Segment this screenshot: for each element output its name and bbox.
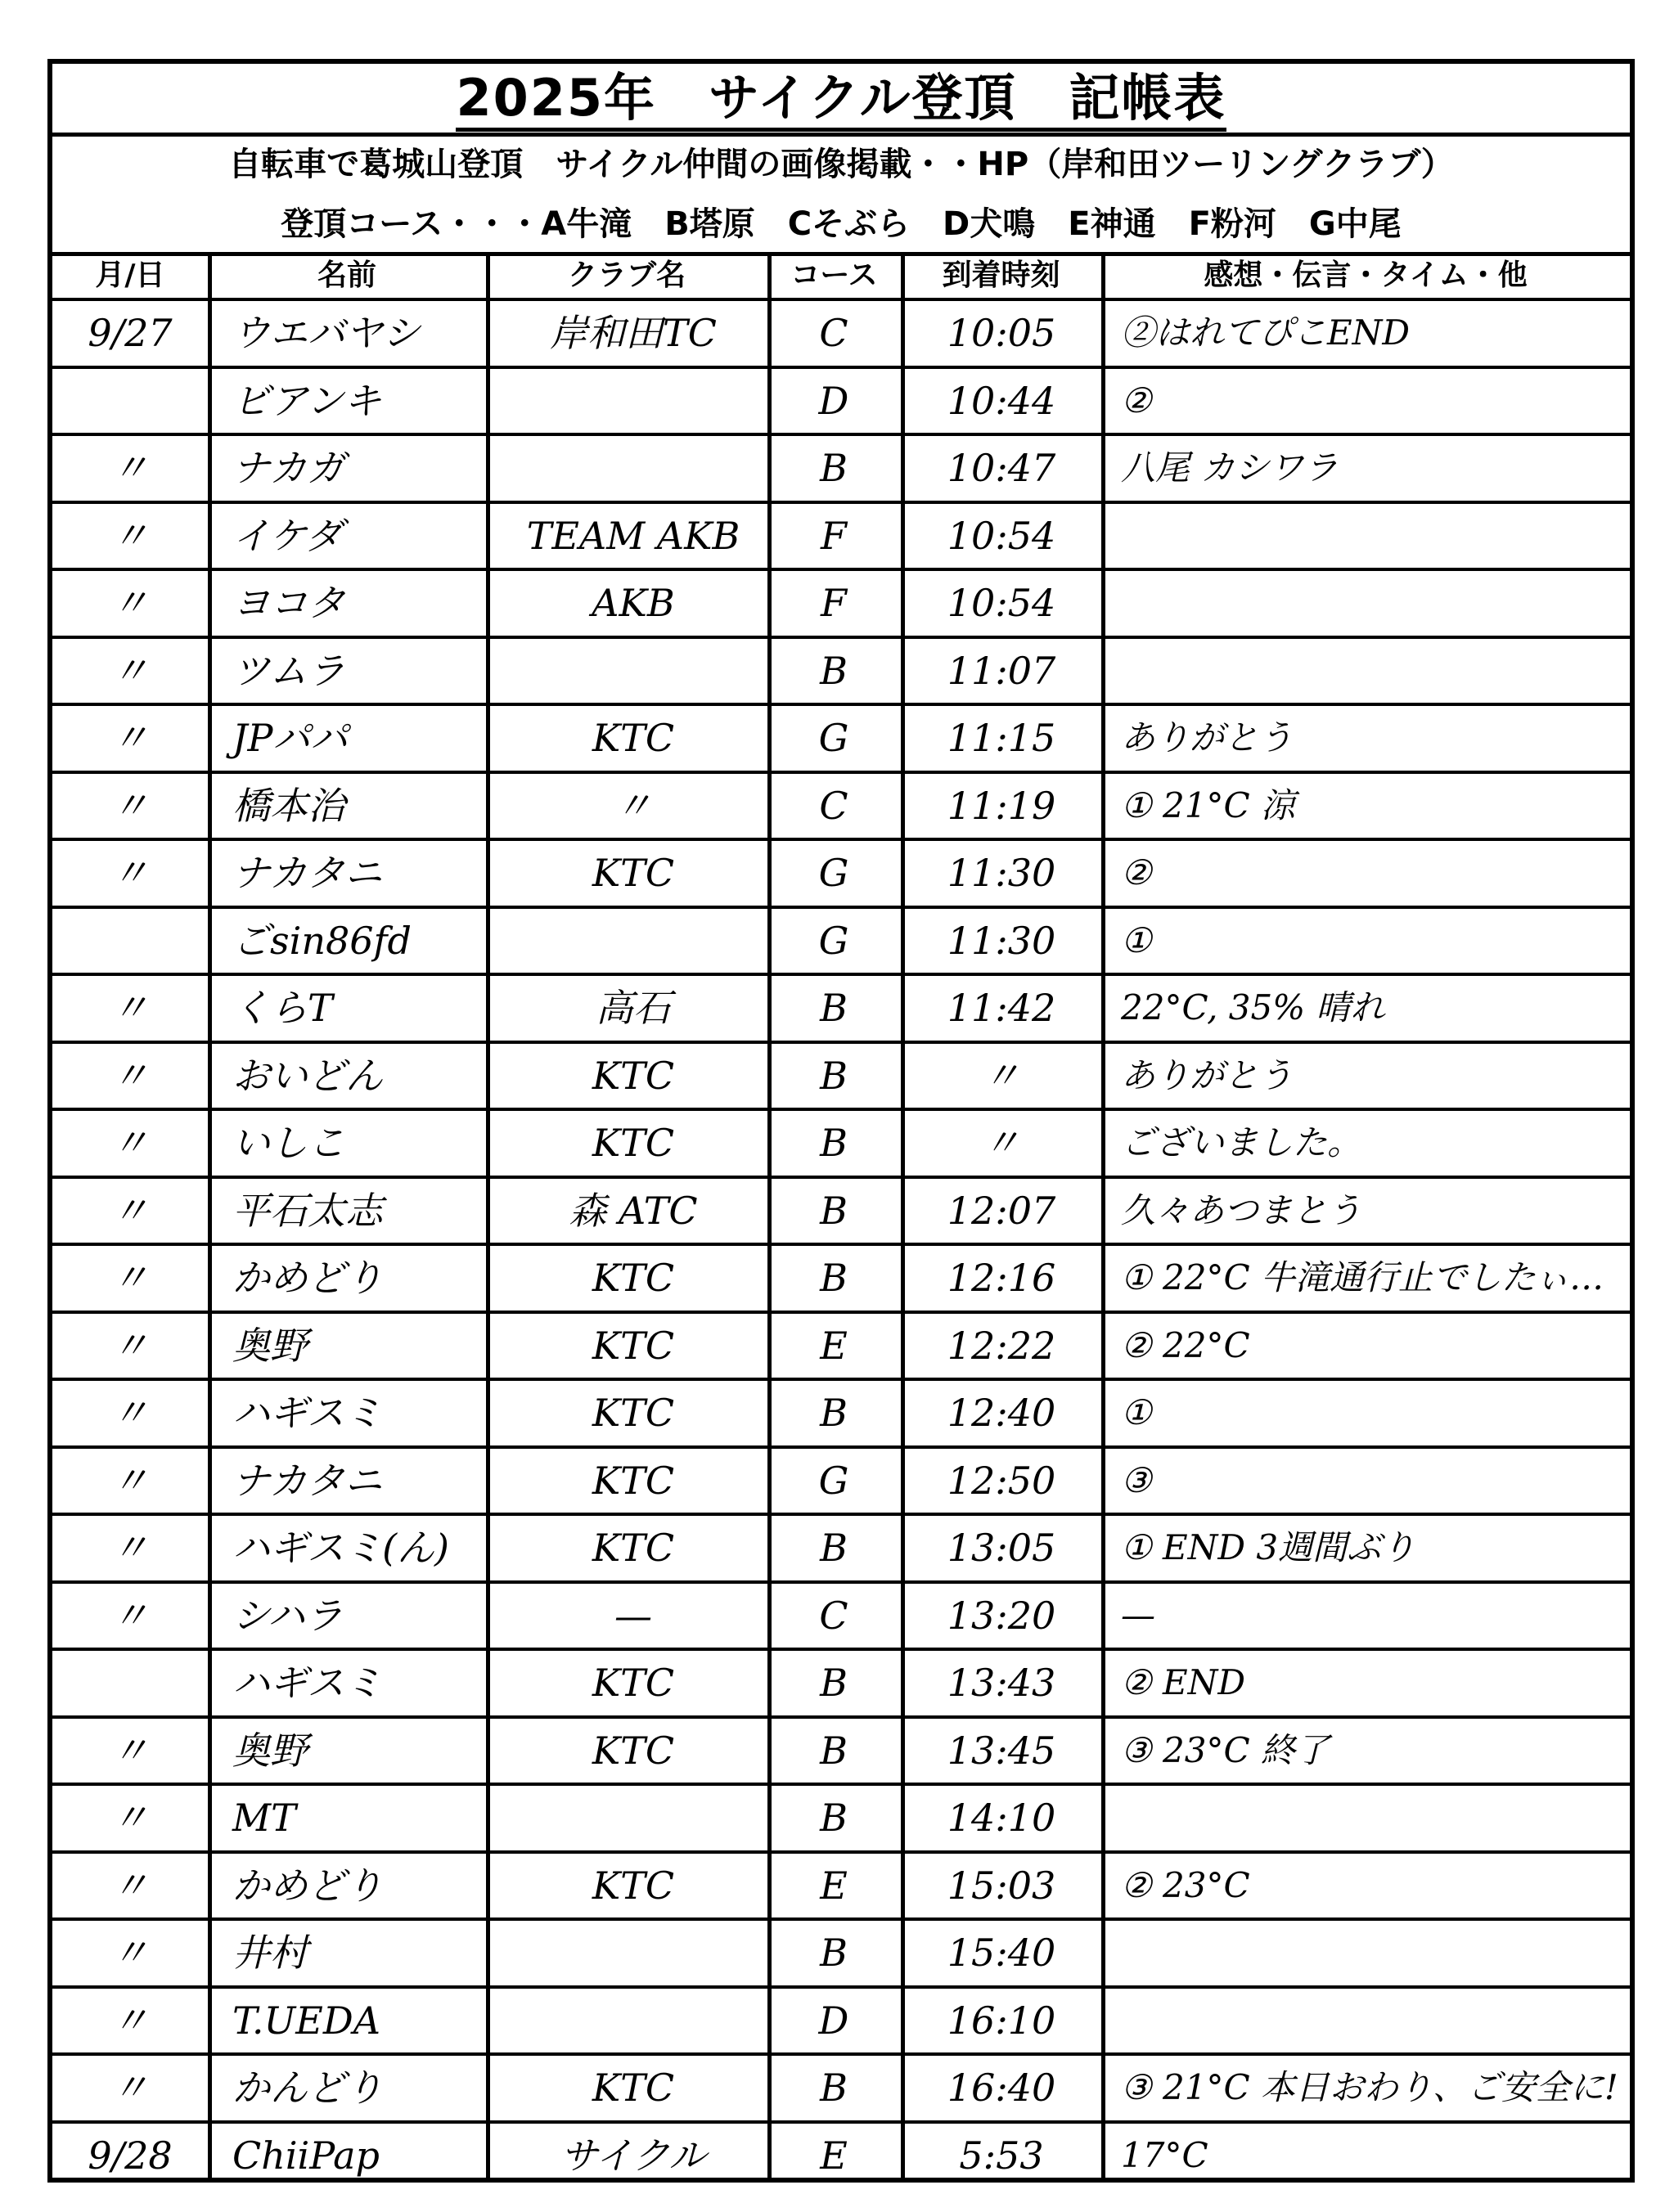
row-club: 高石 — [596, 986, 671, 1030]
row-club: 森 ATC — [569, 1188, 698, 1233]
row-name: ハギスミ — [232, 1391, 383, 1435]
row-note — [1108, 504, 1640, 569]
row-time: 15:03 — [947, 1863, 1056, 1908]
sheet-title: 2025年 サイクル登頂 記帳表 — [52, 64, 1630, 133]
row-course: B — [820, 1053, 848, 1098]
row-course: B — [820, 1526, 848, 1570]
table-row — [52, 771, 1630, 838]
row-note: ① 21°C 涼 — [1121, 785, 1295, 825]
row-note: ① END 3週間ぶり — [1121, 1527, 1416, 1567]
row-date: 9/28 — [88, 2133, 173, 2178]
row-note: 八尾 カシワラ — [1121, 447, 1339, 488]
row-club: KTC — [592, 1863, 675, 1908]
table-row — [52, 1108, 1630, 1176]
table-row — [52, 1311, 1630, 1378]
row-time: 11:30 — [947, 918, 1056, 963]
row-name: 橋本治 — [232, 783, 345, 828]
row-note — [1108, 1989, 1640, 2053]
row-course: E — [820, 1323, 848, 1368]
row-name: JPパパ — [232, 716, 349, 760]
row-time: 15:40 — [947, 1931, 1056, 1975]
row-course: B — [820, 446, 848, 490]
row-name: かめどり — [232, 1256, 383, 1300]
row-club: KTC — [592, 1526, 675, 1570]
row-name: かめどり — [232, 1863, 383, 1908]
table-row — [52, 1445, 1630, 1513]
row-club: KTC — [592, 716, 675, 760]
row-course: B — [820, 1256, 848, 1300]
row-time: 10:47 — [947, 446, 1056, 490]
row-club: KTC — [592, 1121, 675, 1165]
table-row — [52, 1783, 1630, 1850]
row-course: G — [818, 918, 849, 963]
row-time: 10:05 — [947, 311, 1056, 355]
table-row — [52, 1850, 1630, 1918]
table-row — [52, 298, 1630, 366]
row-note: ② 22°C — [1121, 1324, 1250, 1365]
table-header — [52, 254, 1630, 298]
row-note: ② — [1121, 380, 1152, 420]
header-date: 月/日 — [95, 259, 165, 292]
row-course: B — [820, 1796, 848, 1840]
table-row — [52, 1715, 1630, 1783]
row-name: ツムラ — [232, 648, 345, 693]
row-time: 11:07 — [947, 648, 1056, 693]
row-club — [494, 639, 772, 704]
row-course: C — [819, 783, 848, 828]
row-club — [494, 1786, 772, 1850]
row-note: 22°C, 35% 晴れ — [1121, 987, 1385, 1027]
row-note: ございました。 — [1121, 1122, 1362, 1162]
row-date — [61, 909, 200, 973]
row-name: シハラ — [232, 1593, 343, 1638]
row-course: G — [818, 851, 849, 895]
row-date: 〃 — [111, 648, 149, 693]
table-row — [52, 1580, 1630, 1648]
header-note: 感想・伝言・タイム・他 — [1204, 259, 1528, 292]
row-course: B — [820, 1931, 848, 1975]
row-course: B — [820, 1728, 848, 1773]
row-date: 〃 — [111, 1728, 149, 1773]
row-course: B — [820, 1188, 848, 1233]
header-time: 到着時刻 — [942, 259, 1060, 292]
row-date: 〃 — [111, 783, 149, 828]
row-date: 〃 — [111, 1053, 149, 1098]
row-club: 〃 — [614, 783, 652, 828]
row-date: 〃 — [111, 1593, 149, 1638]
row-time: 10:54 — [947, 581, 1056, 625]
log-sheet — [47, 59, 1635, 2183]
sheet-subtitle: 自転車で葛城山登頂 サイクル仲間の画像掲載・・HP（岸和田ツーリングクラブ） — [228, 146, 1454, 183]
table-row — [52, 1513, 1630, 1580]
row-time: 11:19 — [947, 783, 1056, 828]
row-name: ハギスミ(ん) — [232, 1526, 449, 1570]
row-note: ありがとう — [1121, 717, 1294, 758]
row-course: B — [820, 648, 848, 693]
row-note — [1108, 1921, 1640, 1985]
row-club: — — [614, 1593, 652, 1638]
row-time: 12:16 — [947, 1256, 1056, 1300]
table-row — [52, 703, 1630, 771]
row-date: 〃 — [111, 513, 149, 558]
table-row — [52, 906, 1630, 973]
table-row — [52, 973, 1630, 1041]
row-course: G — [818, 716, 849, 760]
row-time: 12:07 — [947, 1188, 1056, 1233]
row-club: KTC — [592, 1661, 675, 1705]
row-note: ② END — [1121, 1662, 1246, 1702]
row-course: B — [820, 2066, 848, 2110]
row-date: 〃 — [111, 986, 149, 1030]
row-date: 〃 — [111, 581, 149, 625]
row-club: KTC — [592, 1323, 675, 1368]
row-name: 奥野 — [232, 1728, 308, 1773]
row-course: D — [818, 1998, 849, 2043]
row-course: E — [820, 2133, 848, 2178]
table-row — [52, 1918, 1630, 1985]
course-legend: 登頂コース・・・A牛滝 B塔原 Cそぶら D犬鳴 E神通 F粉河 G中尾 — [281, 205, 1402, 243]
row-time: 10:54 — [947, 513, 1056, 558]
row-date: 〃 — [111, 1188, 149, 1233]
row-club: サイクル — [560, 2133, 707, 2178]
header-course: コース — [790, 259, 878, 292]
row-name: ナカガ — [232, 446, 345, 490]
row-date: 〃 — [111, 2066, 149, 2110]
row-name: ごsin86fd — [232, 918, 412, 963]
row-time: 12:22 — [947, 1323, 1056, 1368]
row-course: F — [821, 581, 847, 625]
row-name: 奥野 — [232, 1323, 308, 1368]
row-club: AKB — [592, 581, 675, 625]
row-course: E — [820, 1863, 848, 1908]
row-name: ヨコタ — [232, 581, 345, 625]
row-name: かんどり — [232, 2066, 383, 2110]
row-note: ②はれてぴこEND — [1121, 312, 1411, 353]
row-date: 〃 — [111, 716, 149, 760]
row-date: 〃 — [111, 1998, 149, 2043]
header-name: 名前 — [317, 259, 376, 292]
row-date — [61, 1651, 200, 1715]
row-note — [1108, 1786, 1640, 1850]
row-club: KTC — [592, 1391, 675, 1435]
table-row — [52, 1648, 1630, 1715]
row-time: 〃 — [983, 1053, 1020, 1098]
row-club — [494, 1989, 772, 2053]
row-time: 16:40 — [947, 2066, 1056, 2110]
row-club — [494, 1921, 772, 1985]
row-club: 岸和田TC — [550, 311, 717, 355]
row-time: 16:10 — [947, 1998, 1056, 2043]
row-course: B — [820, 986, 848, 1030]
row-course: B — [820, 1391, 848, 1435]
row-club — [494, 436, 772, 501]
row-name: ビアンキ — [232, 378, 382, 423]
table-row — [52, 2052, 1630, 2120]
row-date: 〃 — [111, 1526, 149, 1570]
table-row — [52, 433, 1630, 501]
row-course: C — [819, 1593, 848, 1638]
row-time: 12:50 — [947, 1458, 1056, 1503]
row-time: 11:30 — [947, 851, 1056, 895]
row-date — [61, 369, 200, 434]
row-name: ChiiPap — [232, 2133, 380, 2178]
row-date: 〃 — [111, 446, 149, 490]
row-name: ナカタニ — [232, 851, 383, 895]
table-row — [52, 2120, 1630, 2188]
row-name: T.UEDA — [232, 1998, 380, 2043]
row-note — [1108, 571, 1640, 636]
row-date: 9/27 — [88, 311, 173, 355]
row-note: ① — [1121, 1392, 1152, 1432]
row-name: おいどん — [232, 1053, 383, 1098]
row-time: 14:10 — [947, 1796, 1056, 1840]
table-row — [52, 366, 1630, 434]
row-note: 久々あつまとう — [1121, 1189, 1362, 1230]
row-club: KTC — [592, 1458, 675, 1503]
row-date: 〃 — [111, 1121, 149, 1165]
row-course: B — [820, 1121, 848, 1165]
row-course: F — [821, 513, 847, 558]
table-row — [52, 1378, 1630, 1445]
row-note: 17°C — [1121, 2134, 1208, 2175]
row-name: ウエバヤシ — [232, 311, 421, 355]
row-club: KTC — [592, 1256, 675, 1300]
row-course: B — [820, 1661, 848, 1705]
row-date: 〃 — [111, 1458, 149, 1503]
row-note — [1108, 639, 1640, 704]
row-date: 〃 — [111, 1323, 149, 1368]
row-name: 平石太志 — [232, 1188, 383, 1233]
row-date: 〃 — [111, 1391, 149, 1435]
table-row — [52, 1985, 1630, 2053]
row-time: 13:05 — [947, 1526, 1056, 1570]
row-note: ③ — [1121, 1459, 1152, 1500]
row-name: MT — [232, 1796, 296, 1840]
row-club — [494, 369, 772, 434]
row-time: 12:40 — [947, 1391, 1056, 1435]
row-date: 〃 — [111, 1256, 149, 1300]
row-name: 井村 — [232, 1931, 308, 1975]
row-note: ② — [1121, 852, 1152, 892]
row-note: ③ 23°C 終了 — [1121, 1729, 1330, 1770]
row-club: KTC — [592, 851, 675, 895]
row-date: 〃 — [111, 1796, 149, 1840]
row-time: 13:20 — [947, 1593, 1056, 1638]
row-name: ナカタニ — [232, 1458, 383, 1503]
row-note: ① 22°C 牛滝通行止でしたぃ… — [1121, 1257, 1604, 1297]
row-time: 11:42 — [947, 986, 1056, 1030]
row-club — [494, 909, 772, 973]
row-name: くらT — [232, 986, 333, 1030]
row-time: 5:53 — [959, 2133, 1044, 2178]
row-date: 〃 — [111, 1863, 149, 1908]
row-time: 13:45 — [947, 1728, 1056, 1773]
row-course: G — [818, 1458, 849, 1503]
row-time: 11:15 — [947, 716, 1056, 760]
row-note: ③ 21°C 本日おわり、ご安全に! — [1121, 2067, 1618, 2107]
row-course: D — [818, 378, 849, 423]
row-note: — — [1121, 1594, 1155, 1635]
row-note: ありがとう — [1121, 1054, 1294, 1095]
row-club: KTC — [592, 1728, 675, 1773]
row-time: 10:44 — [947, 378, 1056, 423]
row-name: イケダ — [232, 513, 343, 558]
row-date: 〃 — [111, 1931, 149, 1975]
header-club: クラブ名 — [567, 259, 686, 292]
row-course: C — [819, 311, 848, 355]
row-time: 〃 — [983, 1121, 1020, 1165]
row-note: ② 23°C — [1121, 1864, 1250, 1905]
row-time: 13:43 — [947, 1661, 1056, 1705]
row-club: TEAM AKB — [526, 513, 740, 558]
table-row — [52, 1243, 1630, 1311]
table-row — [52, 1041, 1630, 1108]
table-row — [52, 636, 1630, 704]
row-date: 〃 — [111, 851, 149, 895]
table-row — [52, 568, 1630, 636]
row-note: ① — [1121, 919, 1152, 960]
row-club: KTC — [592, 1053, 675, 1098]
row-club: KTC — [592, 2066, 675, 2110]
row-name: ハギスミ — [232, 1661, 383, 1705]
table-row — [52, 501, 1630, 569]
table-row — [52, 1176, 1630, 1243]
row-name: いしこ — [232, 1121, 345, 1165]
table-row — [52, 838, 1630, 906]
